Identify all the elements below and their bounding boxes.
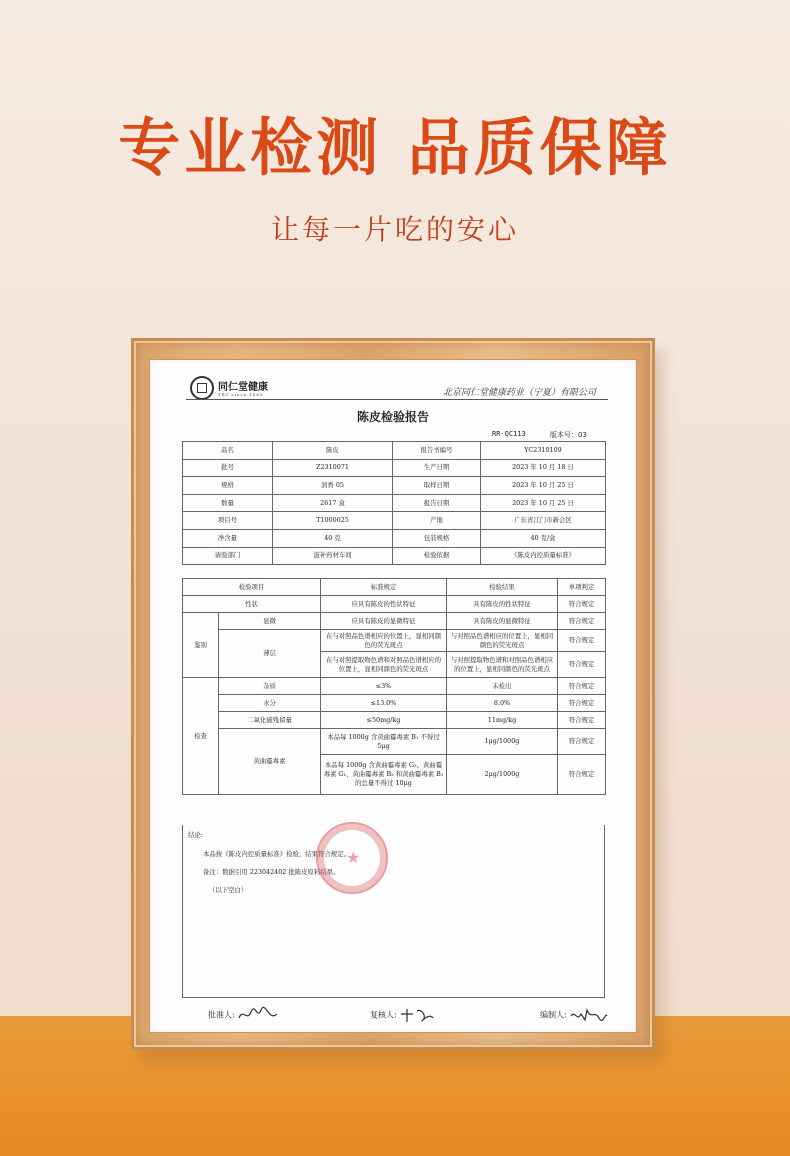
info-label: 检验依据 [393,547,481,565]
cell-result: 具有陈皮的性状特征 [447,596,558,613]
table-row [183,459,606,477]
cell-verdict: 符合规定 [558,613,606,630]
info-label: 报告日期 [393,494,481,512]
cell-result: 2μg/1000g [447,755,558,795]
product-info-table [182,441,606,565]
subline: 让每一片吃的安心 [270,213,519,246]
info-label: 净含量 [183,529,273,547]
inspection-report [150,360,636,1032]
test-results-table [182,578,606,795]
info-value: Z2310071 [273,459,393,477]
header-item: 检验项目 [183,579,321,596]
cell-result: 与对照品色谱相应的位置上，显相同颜色的荧光斑点 [447,630,558,652]
info-label: 批号 [183,459,273,477]
header-standard: 标准规定 [321,579,447,596]
cell-standard: 本品每 1000g 含黄曲霉毒素 B₁ 不得过 5μg [321,729,447,755]
conclusion-label: 结论: [188,831,203,839]
preparer-signature [540,1006,609,1024]
cell-standard: 应具有陈皮的性状特征 [321,596,447,613]
reviewer-signature [370,1006,435,1024]
cell-group: 检查 [183,678,219,795]
info-label: 产地 [393,512,481,530]
conclusion-box [182,825,605,998]
report-number: RR-QC113 [492,430,526,438]
version-number: 版本号：03 [550,431,587,439]
table-row [183,712,606,729]
conclusion-note: 备注：数据引用 223042402 批陈皮原料结果。 [203,868,340,876]
table-row [183,442,606,460]
cell-verdict: 符合规定 [558,630,606,652]
cell-group: 鉴别 [183,613,219,678]
info-value: 《陈皮内控质量标准》 [481,547,606,565]
preparer-label: 编制人: [540,1010,567,1020]
approver-label: 批准人: [208,1010,235,1020]
preparer-signature-icon [569,1006,609,1024]
cell-verdict: 符合规定 [558,712,606,729]
cell-item: 薄层 [219,630,321,678]
cell-result: 8.0% [447,695,558,712]
cell-result: 具有陈皮的显微特征 [447,613,558,630]
table-row [183,596,606,613]
info-value: 40 克 [273,529,393,547]
info-value: 2617 盒 [273,494,393,512]
info-label: 请验部门 [183,547,273,565]
info-value: 广东省江门市新会区 [481,512,606,530]
cell-item: 黄曲霉毒素 [219,729,321,795]
cell-item: 显微 [219,613,321,630]
cell-standard: ≤13.0% [321,695,447,712]
table-row [183,729,606,755]
info-label: 项目号 [183,512,273,530]
cell-result: 1μg/1000g [447,729,558,755]
info-label: 报告书编号 [393,442,481,460]
cell-item: 性状 [183,596,321,613]
reviewer-label: 复核人: [370,1010,397,1020]
info-label: 生产日期 [393,459,481,477]
signature-row [150,1006,636,1026]
cell-standard: ≤3% [321,678,447,695]
table-row [183,695,606,712]
header-result: 检验结果 [447,579,558,596]
reviewer-signature-icon [399,1006,435,1024]
cell-standard: 应具有陈皮的显微特征 [321,613,447,630]
cell-standard: 在与对照品色谱相应的位置上，显相同颜色的荧光斑点 [321,630,447,652]
conclusion-text: 本品按《陈皮内控质量标准》检验，结果符合规定。 [203,850,350,858]
info-value: 2023 年 10 月 18 日 [481,459,606,477]
header-verdict: 单项判定 [558,579,606,596]
cell-verdict: 符合规定 [558,678,606,695]
cell-item: 二氧化硫残留量 [219,712,321,729]
info-value: 40 克/盒 [481,529,606,547]
cell-verdict: 符合规定 [558,729,606,755]
info-label: 包装规格 [393,529,481,547]
approver-signature-icon [237,1006,279,1024]
table-row [183,477,606,495]
stamp-star-icon: ★ [346,848,361,867]
cell-standard: ≤50mg/kg [321,712,447,729]
cell-standard: 本品每 1000g 含黄曲霉毒素 G₂、黄曲霉毒素 G₁、黄曲霉毒素 B₂ 和黄曲霉毒素 B₁ 的总量不得过 10μg [321,755,447,795]
results-header-row [183,579,606,596]
table-row [183,494,606,512]
cell-verdict: 符合规定 [558,695,606,712]
table-row [183,678,606,695]
logo-sub: TRT since 1669 [218,392,264,397]
table-row [183,529,606,547]
info-value: T1000025 [273,512,393,530]
info-value: 2023 年 10 月 25 日 [481,494,606,512]
info-label: 规格 [183,477,273,495]
company-name: 北京同仁堂健康药业（宁夏）有限公司 [442,388,596,398]
approver-signature [208,1006,279,1024]
cell-verdict: 符合规定 [558,596,606,613]
info-value: 2023 年 10 月 25 日 [481,477,606,495]
info-label: 数量 [183,494,273,512]
cell-result: 与对照提取物色谱和对照品色谱相应的位置上，显相同颜色的荧光斑点 [447,652,558,678]
info-value: YC2310109 [481,442,606,460]
cell-verdict: 符合规定 [558,755,606,795]
cell-result: 11mg/kg [447,712,558,729]
table-row [183,512,606,530]
cell-result: 未检出 [447,678,558,695]
logo-seal-icon [190,376,214,400]
headline: 专业检测 品质保障 [118,111,672,184]
info-label: 取样日期 [393,477,481,495]
table-row [183,547,606,565]
conclusion-blank: （以下空白） [209,886,248,894]
info-value: 陈皮 [273,442,393,460]
info-value: 滋补药材车间 [273,547,393,565]
red-seal-stamp [316,822,388,894]
logo-text: 同仁堂健康 [218,382,268,393]
table-row [183,630,606,652]
cell-verdict: 符合规定 [558,652,606,678]
table-row [183,613,606,630]
cell-item: 杂质 [219,678,321,695]
cell-item: 水分 [219,695,321,712]
cell-standard: 在与对照提取物色谱和对照品色谱相应的位置上，显相同颜色的荧光斑点 [321,652,447,678]
info-value: 润香 05 [273,477,393,495]
report-title: 陈皮检验报告 [356,410,429,424]
info-label: 品名 [183,442,273,460]
header-rule [186,399,608,400]
